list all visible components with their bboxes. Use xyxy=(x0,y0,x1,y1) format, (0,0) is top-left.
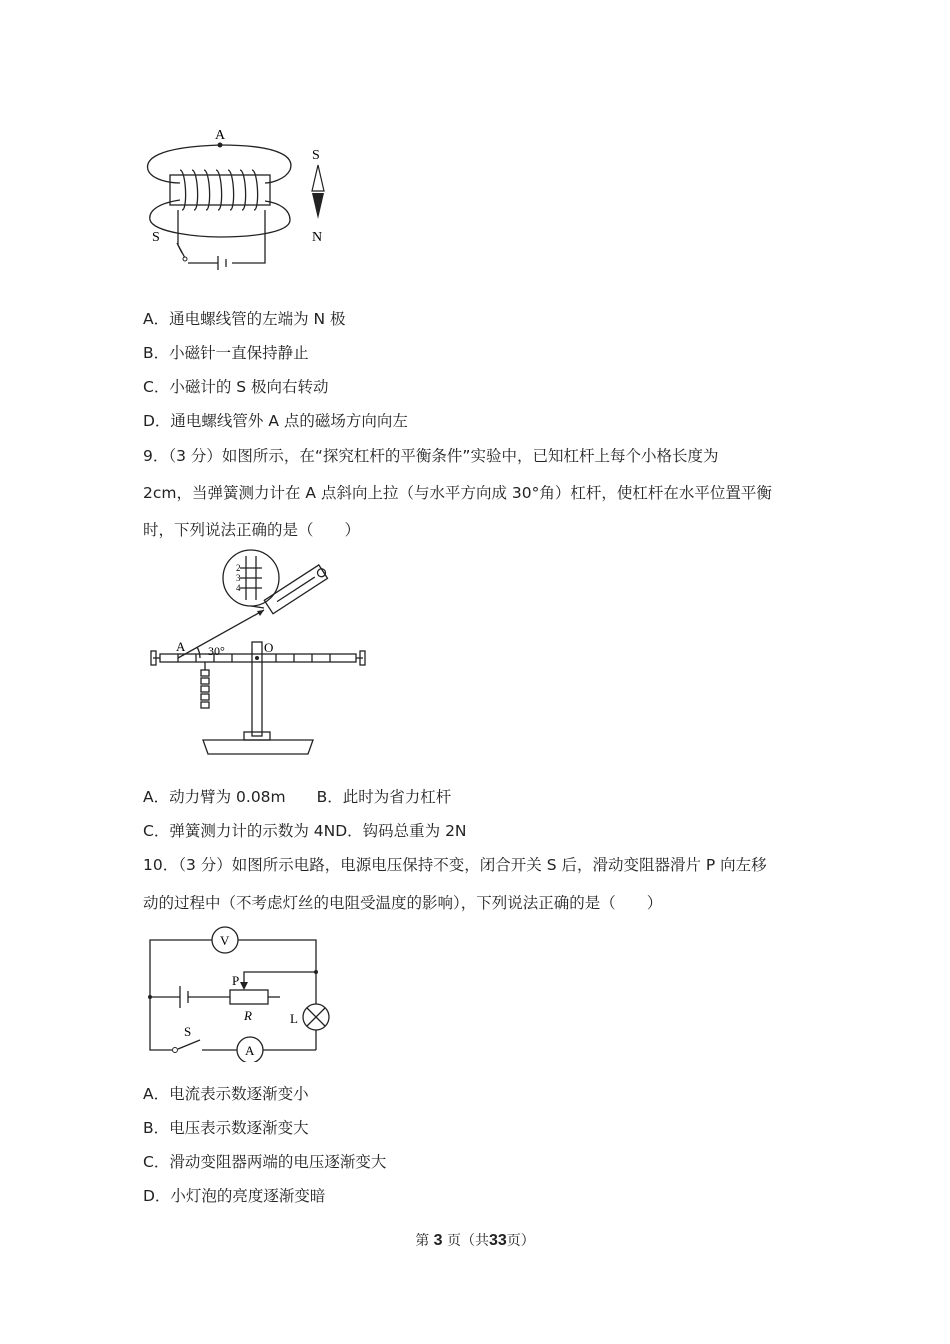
slider-p-label: P xyxy=(232,973,240,988)
dial-mark-4: 4 xyxy=(236,583,241,593)
page-footer xyxy=(0,1230,950,1250)
footer-prefix: 第 xyxy=(415,1233,430,1249)
solenoid-figure xyxy=(140,125,340,275)
footer-suffix: 页） xyxy=(506,1233,535,1249)
q9-options-row-2: C．弹簧测力计的示数为 4ND．钩码总重为 2N xyxy=(143,822,467,840)
q8-option-b: B．小磁针一直保持静止 xyxy=(143,344,309,362)
q10-option-c: C．滑动变阻器两端的电压逐渐变大 xyxy=(143,1153,387,1171)
switch-s-label: S xyxy=(184,1024,192,1039)
footer-page-number: 3 xyxy=(433,1232,443,1249)
switch-label: S xyxy=(152,230,160,245)
q9-stem-line-1: 9．（3 分）如图所示，在“探究杠杆的平衡条件”实验中，已知杠杆上每个小格长度为 xyxy=(143,447,719,465)
point-a-label: A xyxy=(176,639,186,654)
q10-option-d: D．小灯泡的亮度逐渐变暗 xyxy=(143,1187,326,1205)
voltmeter-label: V xyxy=(220,933,230,948)
q9-stem-line-2: 2cm，当弹簧测力计在 A 点斜向上拉（与水平方向成 30°角）杠杆，使杠杆在水平位置平衡 xyxy=(143,484,772,502)
compass-n-label: N xyxy=(312,230,323,245)
q10-option-b: B．电压表示数逐渐变大 xyxy=(143,1119,309,1137)
lever-figure xyxy=(148,548,373,758)
q8-option-d: D．通电螺线管外 A 点的磁场方向向左 xyxy=(143,412,408,430)
rheostat-r-label: R xyxy=(244,1008,252,1023)
dial-mark-3: 3 xyxy=(236,573,241,583)
footer-mid: 页（共 xyxy=(447,1233,489,1249)
q8-option-c: C．小磁计的 S 极向右转动 xyxy=(143,378,329,396)
pivot-o-label: O xyxy=(264,640,274,655)
point-a-label: A xyxy=(215,128,226,143)
compass-s-label: S xyxy=(312,148,320,163)
footer-total-pages: 33 xyxy=(489,1232,507,1249)
lamp-l-label: L xyxy=(290,1011,298,1026)
dial-mark-2: 2 xyxy=(236,563,241,573)
circuit-figure xyxy=(140,922,340,1062)
q10-stem-line-1: 10．（3 分）如图所示电路，电源电压保持不变，闭合开关 S 后，滑动变阻器滑片 P 向左移 xyxy=(143,856,767,874)
q10-stem-line-2: 动的过程中（不考虑灯丝的电阻受温度的影响），下列说法正确的是（ ） xyxy=(143,894,663,912)
ammeter-label: A xyxy=(245,1043,255,1058)
angle-label: 30° xyxy=(208,644,225,658)
q10-option-a: A．电流表示数逐渐变小 xyxy=(143,1085,309,1103)
q8-option-a: A．通电螺线管的左端为 N 极 xyxy=(143,310,346,328)
q9-stem-line-3: 时，下列说法正确的是（ ） xyxy=(143,521,361,539)
q9-options-row-1: A．动力臂为 0.08m B．此时为省力杠杆 xyxy=(143,788,452,806)
